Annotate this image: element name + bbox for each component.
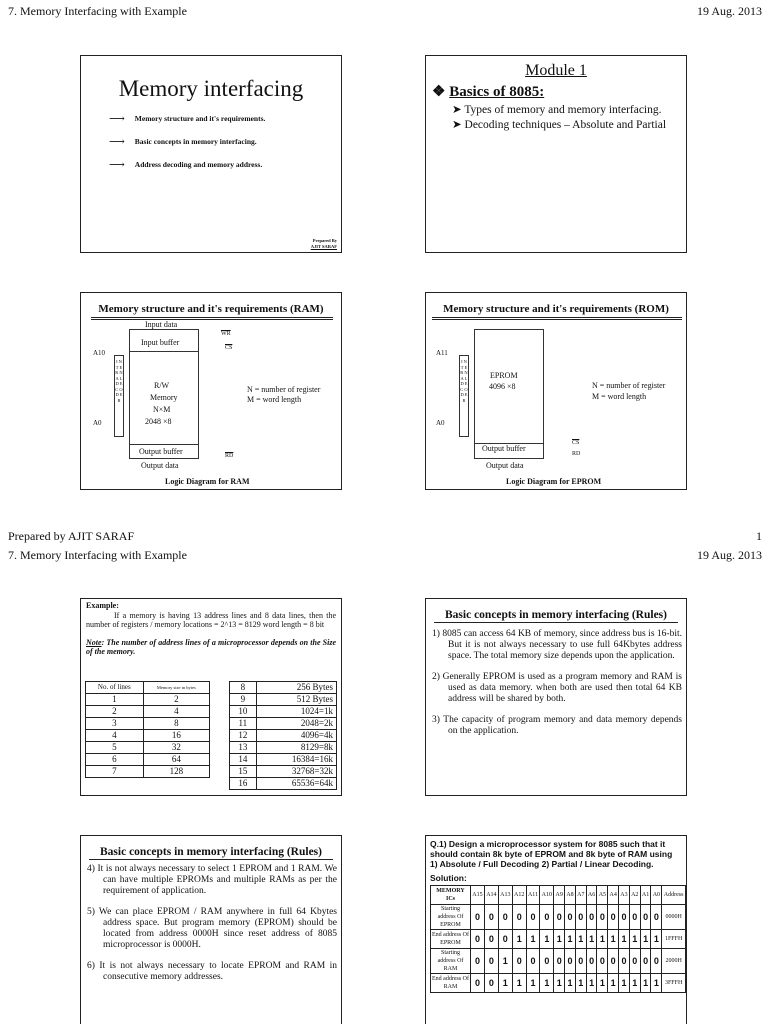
diagram-caption: Logic Diagram for EPROM xyxy=(506,477,602,486)
table-cell: 1 xyxy=(575,974,586,993)
table-cell: 0 xyxy=(526,949,540,974)
slide-title: Basic concepts in memory interfacing (Rules) xyxy=(445,609,667,621)
table-cell: 0 xyxy=(575,905,586,930)
table-cell: 1 xyxy=(651,930,662,949)
table-row xyxy=(230,682,337,694)
rule-item: 1) 8085 can access 64 KB of memory, since address bus is 16-bit. But it is not always necessary to use full 64Kbytes address space. The total memory size depends upon the application. xyxy=(432,629,682,661)
input-data-label: Input data xyxy=(145,320,178,329)
output-buffer-label: Output buffer xyxy=(482,444,526,453)
slide-title: Memory interfacing xyxy=(118,76,304,101)
table-cell: 1 xyxy=(526,930,540,949)
arrow-icon: ⟶ xyxy=(109,159,125,171)
table-cell: 0 xyxy=(484,974,498,993)
table-cell: 11 xyxy=(230,718,257,730)
table-cell: 4096=4k xyxy=(256,730,336,742)
table-cell: 0 xyxy=(498,930,512,949)
table-cell: 0 xyxy=(554,905,565,930)
table-row xyxy=(230,730,337,742)
table-cell: A12 xyxy=(512,886,526,905)
table-row xyxy=(86,706,210,718)
slide-title: Basic concepts in memory interfacing (Rules) xyxy=(100,846,322,858)
prepared-by: Prepared By AJIT SARAF xyxy=(310,238,337,249)
page-header xyxy=(0,2,768,18)
table-cell: 0 xyxy=(608,949,619,974)
page-number: 1 xyxy=(756,529,762,543)
table-cell: 1FFFH xyxy=(662,930,686,949)
page-header xyxy=(0,546,768,562)
table-cell: 1 xyxy=(651,974,662,993)
table-cell: 0 xyxy=(471,949,485,974)
rule-item: 6) It is not always necessary to locate EPROM and RAM in consecutive memory addresses. xyxy=(87,961,337,982)
rule-item: 2) Generally EPROM is used as a program memory and RAM is used as data memory. when both are used then total 64 KB address will be shared by both. xyxy=(432,672,682,704)
table-row xyxy=(86,742,210,754)
table-cell: A14 xyxy=(484,886,498,905)
a11-label: A11 xyxy=(436,349,448,357)
slide-rules-2 xyxy=(80,835,342,1024)
table-cell: 0 xyxy=(484,930,498,949)
rd-signal: $\overline{RD}$ xyxy=(225,453,234,459)
header-title: 7. Memory Interfacing with Example xyxy=(8,4,187,18)
table-row xyxy=(230,706,337,718)
table-cell: 2 xyxy=(86,706,144,718)
slide-question-1 xyxy=(425,835,687,1024)
table-cell: 0 xyxy=(471,905,485,930)
slide-ram-structure: Memory structure and it's requirements (RAM) Input data Input buffer $\overline{WR}$ $\overline{CS}$ A10 A0 I N T E R N A L D E C O D E R R/W Memory N×M 2048 ×8 N = number of register M = word length Output buffer $\overline{RD}$ Output data Logic Diagram for RAM xyxy=(80,292,342,490)
table-cell: 0 xyxy=(608,905,619,930)
table-cell: A10 xyxy=(540,886,554,905)
table-row xyxy=(230,754,337,766)
eprom-block xyxy=(474,329,544,459)
m-definition: M = word length xyxy=(247,395,302,404)
table-cell: 0 xyxy=(498,905,512,930)
table-cell: 8129=8k xyxy=(256,742,336,754)
footer-author: Prepared by AJIT SARAF xyxy=(8,529,135,543)
table-cell: 12 xyxy=(230,730,257,742)
table-cell: 16 xyxy=(230,778,257,790)
table-cell: 1 xyxy=(498,974,512,993)
list-item: ➤ Types of memory and memory interfacing. xyxy=(452,104,662,116)
nxm-label: N×M xyxy=(153,405,171,414)
table-row xyxy=(86,730,210,742)
table-cell: 512 Bytes xyxy=(256,694,336,706)
table-row xyxy=(86,754,210,766)
table-cell: 0 xyxy=(651,949,662,974)
table-cell: 4 xyxy=(143,706,209,718)
table-cell: A0 xyxy=(651,886,662,905)
slide-title: Memory structure and it's requirements (RAM) xyxy=(98,303,324,315)
question-text: Q.1) Design a microprocessor system for 8085 such that it should contain 8k byte of EPROM and 8k byte of RAM using 1) Absolute / Full Decoding 2) Partial / Linear Decoding. xyxy=(430,839,673,869)
rule-item: 3) The capacity of program memory and data memory depends on the application. xyxy=(432,715,682,736)
table-cell: 1 xyxy=(540,974,554,993)
table-cell: 1 xyxy=(86,694,144,706)
table-cell: 6 xyxy=(86,754,144,766)
header-date: 19 Aug. 2013 xyxy=(696,548,762,562)
table-cell: 1 xyxy=(619,930,630,949)
table-cell: 256 Bytes xyxy=(256,682,336,694)
table-cell: A15 xyxy=(471,886,485,905)
table-cell: 0 xyxy=(651,905,662,930)
table-cell: 1 xyxy=(629,974,640,993)
table-cell: 0 xyxy=(471,974,485,993)
table-cell: 1 xyxy=(597,930,608,949)
table-cell: 0 xyxy=(565,905,576,930)
table-cell: 8 xyxy=(230,682,257,694)
table-cell: 0 xyxy=(619,949,630,974)
table-cell: 9 xyxy=(230,694,257,706)
table-cell: 1 xyxy=(498,949,512,974)
table-cell: 0 xyxy=(471,930,485,949)
rules-list xyxy=(87,864,337,983)
table-cell: 32 xyxy=(143,742,209,754)
table-cell: 1 xyxy=(540,930,554,949)
table-cell: 0 xyxy=(512,949,526,974)
diagram-caption: Logic Diagram for RAM xyxy=(165,477,250,486)
arrow-icon: ⟶ xyxy=(109,113,125,125)
table-cell: 0 xyxy=(526,905,540,930)
example-label: Example: xyxy=(86,601,119,610)
address-map-table xyxy=(430,885,686,993)
table-cell: 0 xyxy=(619,905,630,930)
bullet-item: ⟶ Basic concepts in memory interfacing. xyxy=(109,136,257,148)
output-buffer-label: Output buffer xyxy=(139,447,183,456)
table-cell: 128 xyxy=(143,766,209,778)
diamond-bullet-icon: ❖ xyxy=(432,84,446,100)
table-cell: 0 xyxy=(484,905,498,930)
module-title: Module 1 xyxy=(525,62,587,79)
table-cell: A5 xyxy=(597,886,608,905)
table-cell: 3 xyxy=(86,718,144,730)
table-row xyxy=(230,742,337,754)
table-cell: A2 xyxy=(629,886,640,905)
output-data-label: Output data xyxy=(141,461,179,470)
table-cell: 0 xyxy=(565,949,576,974)
table-cell: A8 xyxy=(565,886,576,905)
memory-label: Memory xyxy=(150,393,178,402)
eprom-size-label: 4096 ×8 xyxy=(489,382,516,391)
table-cell: 15 xyxy=(230,766,257,778)
header-title: 7. Memory Interfacing with Example xyxy=(8,548,187,562)
arrowhead-icon: ➤ xyxy=(452,119,462,131)
rule-item: 4) It is not always necessary to select 1 EPROM and 1 RAM. We can have multiple EPROMs and multiple RAMs as per the requirement of application. xyxy=(87,864,337,896)
table-cell: 1 xyxy=(608,974,619,993)
table-cell: 4 xyxy=(86,730,144,742)
table-cell: 1 xyxy=(586,974,597,993)
ram-size-label: 2048 ×8 xyxy=(145,417,172,426)
table-cell: 64 xyxy=(143,754,209,766)
basics-heading: ❖ Basics of 8085: xyxy=(432,84,545,100)
table-cell: A6 xyxy=(586,886,597,905)
table-row xyxy=(431,949,686,974)
slide-title: Memory structure and it's requirements (ROM) xyxy=(443,303,669,315)
table-cell: 0 xyxy=(640,949,651,974)
a0-label: A0 xyxy=(436,419,445,427)
table-cell: A13 xyxy=(498,886,512,905)
table-cell: 1 xyxy=(526,974,540,993)
memory-size-table-left: No. of lines Memory size in bytes 1 2 2 4 3 8 4 16 5 32 6 64 7 128 xyxy=(85,681,210,778)
table-cell: End address Of RAM xyxy=(431,974,471,993)
table-cell: 1 xyxy=(608,930,619,949)
m-definition: M = word length xyxy=(592,392,647,401)
table-row xyxy=(86,718,210,730)
table-cell: 1 xyxy=(575,930,586,949)
table-cell: 1 xyxy=(640,930,651,949)
table-row xyxy=(431,974,686,993)
rules-list xyxy=(432,629,682,737)
table-cell: 0 xyxy=(586,905,597,930)
n-definition: N = number of register xyxy=(592,381,666,390)
slide-example xyxy=(80,598,342,796)
table-cell: 3FFFH xyxy=(662,974,686,993)
slide-memory-interfacing xyxy=(80,55,342,253)
table-cell: 0 xyxy=(640,905,651,930)
table-cell: 2 xyxy=(143,694,209,706)
wr-signal: $\overline{WR}$ xyxy=(221,331,231,337)
a10-label: A10 xyxy=(93,349,106,357)
table-cell: 1 xyxy=(565,930,576,949)
list-item: ➤ Decoding techniques – Absolute and Partial xyxy=(452,119,667,131)
table-cell: A9 xyxy=(554,886,565,905)
table-cell: 0 xyxy=(629,949,640,974)
table-row xyxy=(431,930,686,949)
rd-signal: RD xyxy=(572,451,581,457)
table-cell: Starting address Of RAM xyxy=(431,949,471,974)
n-definition: N = number of register xyxy=(247,385,321,394)
table-cell: 1 xyxy=(565,974,576,993)
table-cell: 16 xyxy=(143,730,209,742)
arrowhead-icon: ➤ xyxy=(452,104,462,116)
slide-rom-structure: Memory structure and it's requirements (ROM) A11 A0 I N T E R N A L D E C O D E R EPROM 4096 ×8 N = number of register M = word length Output buffer $\overline{CS}$ RD Output data Logic Diagram for EPROM xyxy=(425,292,687,490)
memory-size-table-right xyxy=(229,681,337,790)
table-cell: A4 xyxy=(608,886,619,905)
eprom-label: EPROM xyxy=(490,371,518,380)
table-cell: 14 xyxy=(230,754,257,766)
output-data-label: Output data xyxy=(486,461,524,470)
table-cell: 2048=2k xyxy=(256,718,336,730)
rule-item: 5) We can place EPROM / RAM anywhere in full 64 Kbytes address space. But program memory (EPROM) should be located from address 0000H since reset address of 8085 microprocessor is 0000H. xyxy=(87,907,337,950)
table-cell: 1 xyxy=(597,974,608,993)
table-cell: 8 xyxy=(143,718,209,730)
table-cell: 10 xyxy=(230,706,257,718)
table-row xyxy=(230,718,337,730)
table-row xyxy=(86,766,210,778)
table-cell: 0 xyxy=(597,905,608,930)
table-cell: 0 xyxy=(629,905,640,930)
input-buffer-label: Input buffer xyxy=(141,338,180,347)
table-cell: A7 xyxy=(575,886,586,905)
table-cell: 1 xyxy=(554,974,565,993)
table-cell: 1 xyxy=(586,930,597,949)
header-date: 19 Aug. 2013 xyxy=(696,4,762,18)
table-cell: 5 xyxy=(86,742,144,754)
table-cell: 13 xyxy=(230,742,257,754)
table-cell: 0 xyxy=(575,949,586,974)
slide-module-1 xyxy=(425,55,687,253)
table-cell: 1 xyxy=(554,930,565,949)
table-cell: Address xyxy=(662,886,686,905)
table-cell: 1 xyxy=(619,974,630,993)
table-cell: 1024=1k xyxy=(256,706,336,718)
table-cell: 0000H xyxy=(662,905,686,930)
table-cell: A11 xyxy=(526,886,540,905)
table-cell: A1 xyxy=(640,886,651,905)
table-cell: 0 xyxy=(484,949,498,974)
table-cell: A3 xyxy=(619,886,630,905)
table-cell: 0 xyxy=(586,949,597,974)
example-text: If a memory is having 13 address lines and 8 data lines, then the number of registers / memory locations = 2^13 = 8129 word length = 8 bit xyxy=(86,610,336,629)
table-cell: 1 xyxy=(512,930,526,949)
a0-label: A0 xyxy=(93,419,102,427)
table-cell: 0 xyxy=(597,949,608,974)
table-row xyxy=(230,778,337,790)
table-row xyxy=(230,766,337,778)
note: Note: The number of address lines of a microprocessor depends on the Size of the memory. xyxy=(86,637,336,656)
table-cell: Starting address Of EPROM xyxy=(431,905,471,930)
arrow-icon: ⟶ xyxy=(109,136,125,148)
table-cell: MEMORY ICs xyxy=(431,886,471,905)
cs-signal: $\overline{CS}$ xyxy=(225,345,233,351)
table-cell: 0 xyxy=(512,905,526,930)
table-cell: 32768=32k xyxy=(256,766,336,778)
table-cell: 16384=16k xyxy=(256,754,336,766)
page-footer xyxy=(0,527,768,543)
table-cell: 0 xyxy=(554,949,565,974)
table-row xyxy=(230,694,337,706)
table-cell: 1 xyxy=(640,974,651,993)
table-row xyxy=(431,905,686,930)
table-row xyxy=(86,694,210,706)
bullet-item: ⟶ Memory structure and it's requirements. xyxy=(109,113,266,125)
table-cell: 0 xyxy=(540,949,554,974)
table-cell: 1 xyxy=(629,930,640,949)
cs-signal: $\overline{CS}$ xyxy=(572,440,580,446)
bullet-item: ⟶ Address decoding and memory address. xyxy=(109,159,263,171)
table-cell: 0 xyxy=(540,905,554,930)
slide-rules-1 xyxy=(425,598,687,796)
rw-label: R/W xyxy=(154,381,170,390)
table-cell: 2000H xyxy=(662,949,686,974)
table-cell: 1 xyxy=(512,974,526,993)
table-cell: End address Of EPROM xyxy=(431,930,471,949)
table-cell: 65536=64k xyxy=(256,778,336,790)
table-cell: 7 xyxy=(86,766,144,778)
solution-label: Solution: xyxy=(430,873,467,883)
